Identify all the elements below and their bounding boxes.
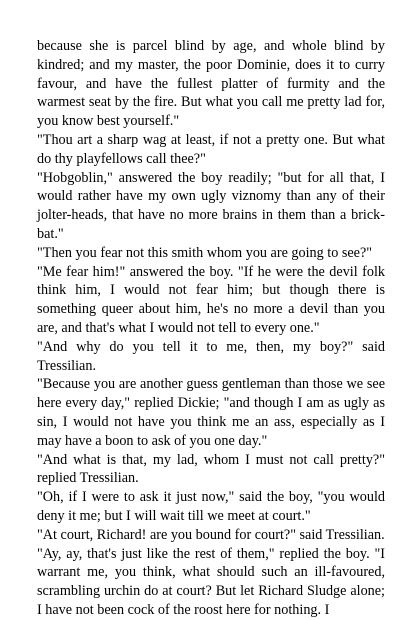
paragraph: "Thou art a sharp wag at least, if not a pretty one. But what do thy playfellows call thee?": [37, 131, 385, 167]
paragraph: "At court, Richard! are you bound for court?" said Tressilian.: [37, 526, 385, 543]
paragraph: because she is parcel blind by age, and whole blind by kindred; and my master, the poor Dominie, does it to curry favour, and have the fullest platter of furmity and the warmest seat by the fire. But what you call me pretty lad for, you know best yourself.": [37, 38, 385, 130]
paragraph: "Ay, ay, that's just like the rest of them," replied the boy. "I warrant me, you think, what should such an ill-favoured, scrambling urchin do at court? But let Richard Sludge alone; I have not been cock of the roost here for nothing. I: [37, 545, 385, 618]
paragraph: "And why do you tell it to me, then, my boy?" said Tressilian.: [37, 338, 385, 374]
page-text: [37, 37, 385, 620]
paragraph: "Then you fear not this smith whom you are going to see?": [37, 244, 373, 261]
paragraph: "And what is that, my lad, whom I must not call pretty?" replied Tressilian.: [37, 451, 385, 487]
paragraph: "Because you are another guess gentleman than those we see here every day," replied Dickie; "and though I am as ugly as sin, I would not have you think me an ass, especially as I may have a boon to ask of you one day.": [37, 376, 385, 449]
paragraph: "Oh, if I were to ask it just now," said the boy, "you would deny it me; but I will wait till we meet at court.": [37, 489, 385, 524]
paragraph: "Hobgoblin," answered the boy readily; "but for all that, I would rather have my own ugly viznomy than any of their jolter-heads, that have no more brains in them than a brick-bat.": [37, 169, 385, 242]
paragraph: "Me fear him!" answered the boy. "If he were the devil folk think him, I would not fear him; but though there is something queer about him, he's no more a devil than you are, and that's what I would not tell to every one.": [37, 263, 385, 336]
